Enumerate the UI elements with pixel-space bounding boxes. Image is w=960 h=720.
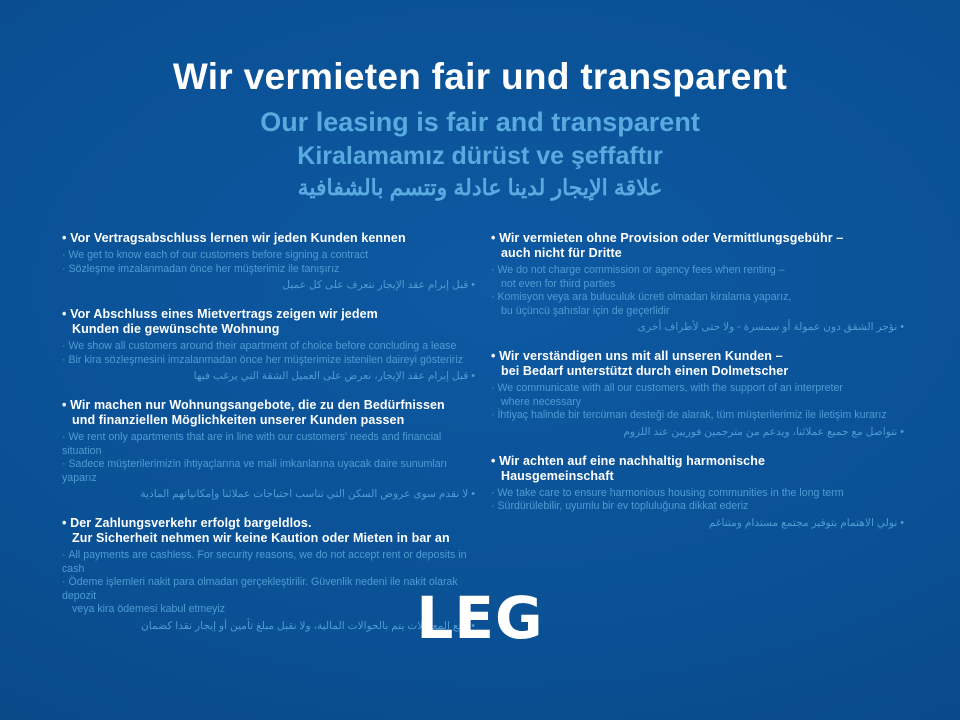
item-text-german: • Der Zahlungsverkehr erfolgt bargeldlos.: [62, 516, 475, 531]
item-text-arabic: • قبل إبرام عقد الإيجار، نعرض على العميل الشقة التي يرغب فيها: [62, 370, 475, 383]
header: [0, 56, 960, 202]
item-text-turkish: veya kira ödemesi kabul etmeyiz: [72, 603, 226, 615]
item-text-turkish: · Sürdürülebilir, uyumlu bir ev topluluğuna dikkat ederiz: [491, 500, 904, 514]
item-text-english: · All payments are cashless. For security reasons, we do not accept rent or deposits in cash: [62, 549, 475, 576]
item-text-german: • Wir achten auf eine nachhaltig harmonische: [491, 454, 904, 469]
item-text-german: • Vor Vertragsabschluss lernen wir jeden Kunden kennen: [62, 231, 475, 246]
item-text-english: · We take care to ensure harmonious housing communities in the long term: [491, 487, 904, 501]
item-text-turkish: · İhtiyaç halinde bir tercüman desteği de alarak, tüm müşterilerimiz ile iletişim kurarız: [491, 409, 904, 423]
item-text-arabic: • دفع المعاملات يتم بالحوالات المالية، ولا نقبل مبلغ تأمين أو إيجار نقدا كضمان: [62, 620, 475, 633]
right-column: [491, 231, 904, 648]
page-title: Wir vermieten fair und transparent: [172, 56, 788, 97]
item-text-english: · We communicate with all our customers, with the support of an interpreter: [491, 382, 904, 396]
item-text-arabic: • لا نقدم سوى عروض السكن التي تناسب احتياجات عملائنا وإمكانياتهم المادية: [62, 488, 475, 501]
subtitle-arabic: علاقة الإيجار لدينا عادلة وتتسم بالشفافية: [297, 175, 663, 200]
item-text-english: · We rent only apartments that are in line with our customers' needs and financial situation: [62, 431, 475, 458]
item-text-german: Zur Sicherheit nehmen wir keine Kaution oder Mieten in bar an: [72, 531, 450, 545]
item-text-arabic: • نؤجر الشقق دون عمولة أو سمسرة - ولا حتى لأطراف أخرى: [491, 321, 904, 334]
list-item: [491, 349, 904, 439]
item-text-german: • Wir machen nur Wohnungsangebote, die zu den Bedürfnissen: [62, 398, 475, 413]
item-text-arabic: • قبل إبرام عقد الإيجار نتعرف على كل عميل: [62, 279, 475, 292]
left-column: [62, 231, 475, 648]
item-text-turkish: · Ödeme işlemleri nakit para olmadan gerçekleştirilir. Güvenlik nedeni ile nakit olarak depozit: [62, 576, 475, 603]
item-text-turkish: · Sadece müşterilerimizin ihtiyaçlarına ve mali imkanlarına uyacak daire sunumları yaparız: [62, 458, 475, 485]
item-text-english: · We show all customers around their apartment of choice before concluding a lease: [62, 340, 475, 354]
item-text-english: · We get to know each of our customers before signing a contract: [62, 249, 475, 263]
item-text-german: • Vor Abschluss eines Mietvertrags zeigen wir jedem: [62, 307, 475, 322]
item-text-arabic: • نولي الاهتمام بتوفير مجتمع مستدام ومتناغم: [491, 517, 904, 530]
item-text-german: und finanziellen Möglichkeiten unserer Kunden passen: [72, 413, 405, 427]
item-text-arabic: • نتواصل مع جميع عملائنا، ويدعم من مترجمين فوريين عند اللزوم: [491, 426, 904, 439]
subtitle-turkish: Kiralamamız dürüst ve şeffaftır: [297, 142, 663, 170]
item-text-german: Hausgemeinschaft: [501, 468, 614, 483]
item-text-german: Kunden die gewünschte Wohnung: [72, 322, 280, 336]
item-text-english: · We do not charge commission or agency fees when renting –: [491, 264, 904, 278]
item-text-german: auch nicht für Dritte: [501, 246, 622, 260]
footer: [0, 584, 960, 652]
list-item: [491, 454, 904, 530]
subtitle-english: Our leasing is fair and transparent: [260, 107, 700, 137]
item-text-turkish: · Bir kira sözleşmesini imzalanmadan önce her müşterimize istenilen daireyi gösteririz: [62, 354, 475, 368]
list-item: [62, 307, 475, 383]
item-text-turkish: · Sözleşme imzalanmadan önce her müşterimiz ile tanışırız: [62, 263, 475, 277]
item-text-german: • Wir vermieten ohne Provision oder Vermittlungsgebühr –: [491, 231, 904, 246]
item-text-turkish: · Komisyon veya ara buluculuk ücreti olmadan kiralama yaparız,: [491, 291, 904, 305]
item-text-english: where necessary: [501, 395, 582, 408]
list-item: [62, 231, 475, 292]
item-text-turkish: bu üçüncü şahıslar için de geçerlidir: [501, 304, 670, 317]
list-item: [491, 231, 904, 334]
item-text-german: bei Bedarf unterstützt durch einen Dolmetscher: [501, 364, 789, 378]
list-item: [62, 398, 475, 501]
item-text-german: • Wir verständigen uns mit all unseren Kunden –: [491, 349, 904, 364]
leg-logo: LEG: [416, 584, 544, 652]
item-text-english: not even for third parties: [501, 277, 616, 290]
